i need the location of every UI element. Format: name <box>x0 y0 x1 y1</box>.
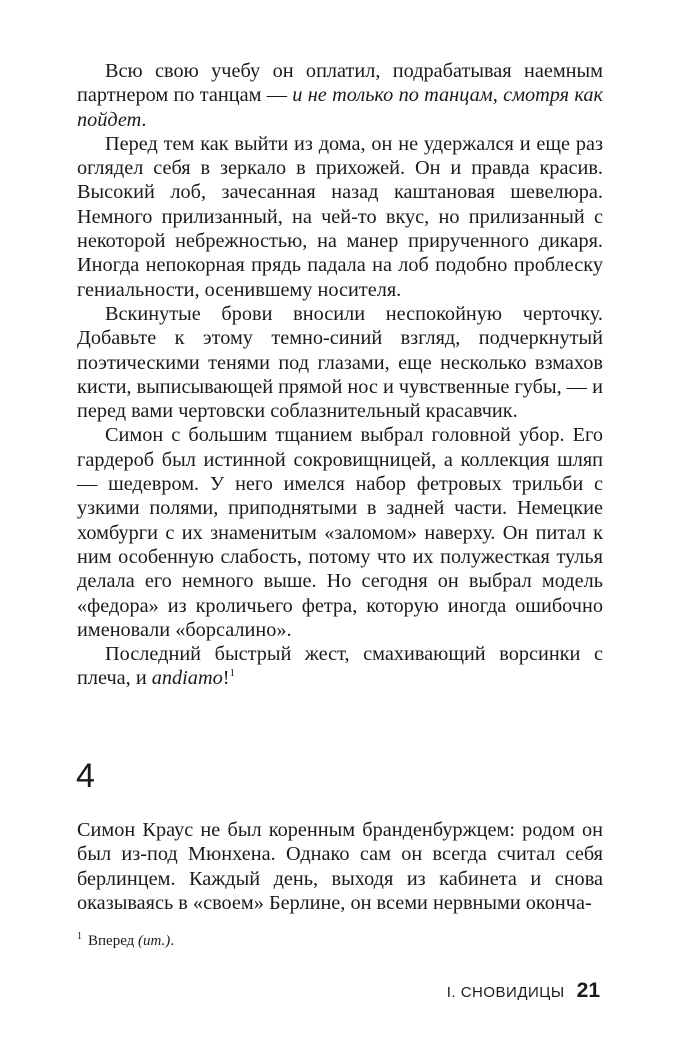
italic-run: и не только по танцам, смотря как пойдет <box>77 84 604 131</box>
paragraph <box>77 132 603 302</box>
chapter-number: 4 <box>76 757 95 795</box>
section-title: I. СНОВИДИЦЫ <box>446 984 565 1001</box>
footnote-text: Вперед <box>88 933 135 949</box>
paragraph <box>77 818 603 915</box>
text-run: . <box>141 108 147 131</box>
text-run: Вскинутые брови вносили неспокойную черточку. Добавьте к этому темно-синий взгляд, подчеркнутый поэтическими тенями под глазами, еще несколько взмахов кисти, выписывающей прямой нос и чувственные губы, — и перед вами чертовски соблазнительный красавчик. <box>77 302 603 423</box>
body-text-bottom <box>77 818 603 915</box>
text-run: Перед тем как выйти из дома, он не удержался и еще раз оглядел себя в зеркало в прихожей. Он и правда красив. Высокий лоб, зачесанная назад каштановая шевелюра. Немного прилизанный, на чей-то вкус, но прилизанный с некоторой небрежностью, на манер прирученного дикаря. Иногда непокорная прядь падала на лоб подобно проблеску гениальности, осенившему носителя. <box>77 132 603 301</box>
running-footer <box>447 979 600 1003</box>
paragraph <box>77 642 603 691</box>
text-run: ! <box>222 667 230 690</box>
text-run: Последний быстрый жест, смахивающий ворсинки с плеча, и <box>77 643 603 690</box>
footnote-end: . <box>170 933 175 949</box>
text-run: Всю свою учебу он оплатил, подрабатывая наемным партнером по танцам — <box>77 60 603 107</box>
body-text-top <box>77 59 603 691</box>
italic-run: andiamo <box>151 667 223 690</box>
text-run: Симон Краус не был коренным бранденбуржцем: родом он был из-под Мюнхена. Однако сам он всегда считал себя берлинцем. Каждый день, выходя из кабинета и снова оказываясь в «своем» Берлине, он всеми нервными оконча- <box>77 819 603 914</box>
footnote <box>77 931 603 951</box>
paragraph <box>77 302 603 423</box>
paragraph <box>77 59 603 132</box>
footnote-reference[interactable]: 1 <box>229 667 235 680</box>
footnote-mark: 1 <box>77 931 82 942</box>
page-number: 21 <box>576 979 600 1002</box>
paragraph <box>77 423 603 642</box>
text-run: Симон с большим тщанием выбрал головной убор. Его гардероб был истинной сокровищницей, а коллекция шляп — шедевром. У него имелся набор фетровых трильби с узкими полями, приподнятыми в задней части. Немецкие хомбурги с их знаменитым «заломом» наверху. Он питал к ним особенную слабость, потому что их полужесткая тулья делала его немного выше. Но сегодня он выбрал модель «федора» из кроличьего фетра, которую иногда ошибочно именовали «борсалино». <box>77 424 603 641</box>
footnote-note: (ит.) <box>138 933 171 949</box>
